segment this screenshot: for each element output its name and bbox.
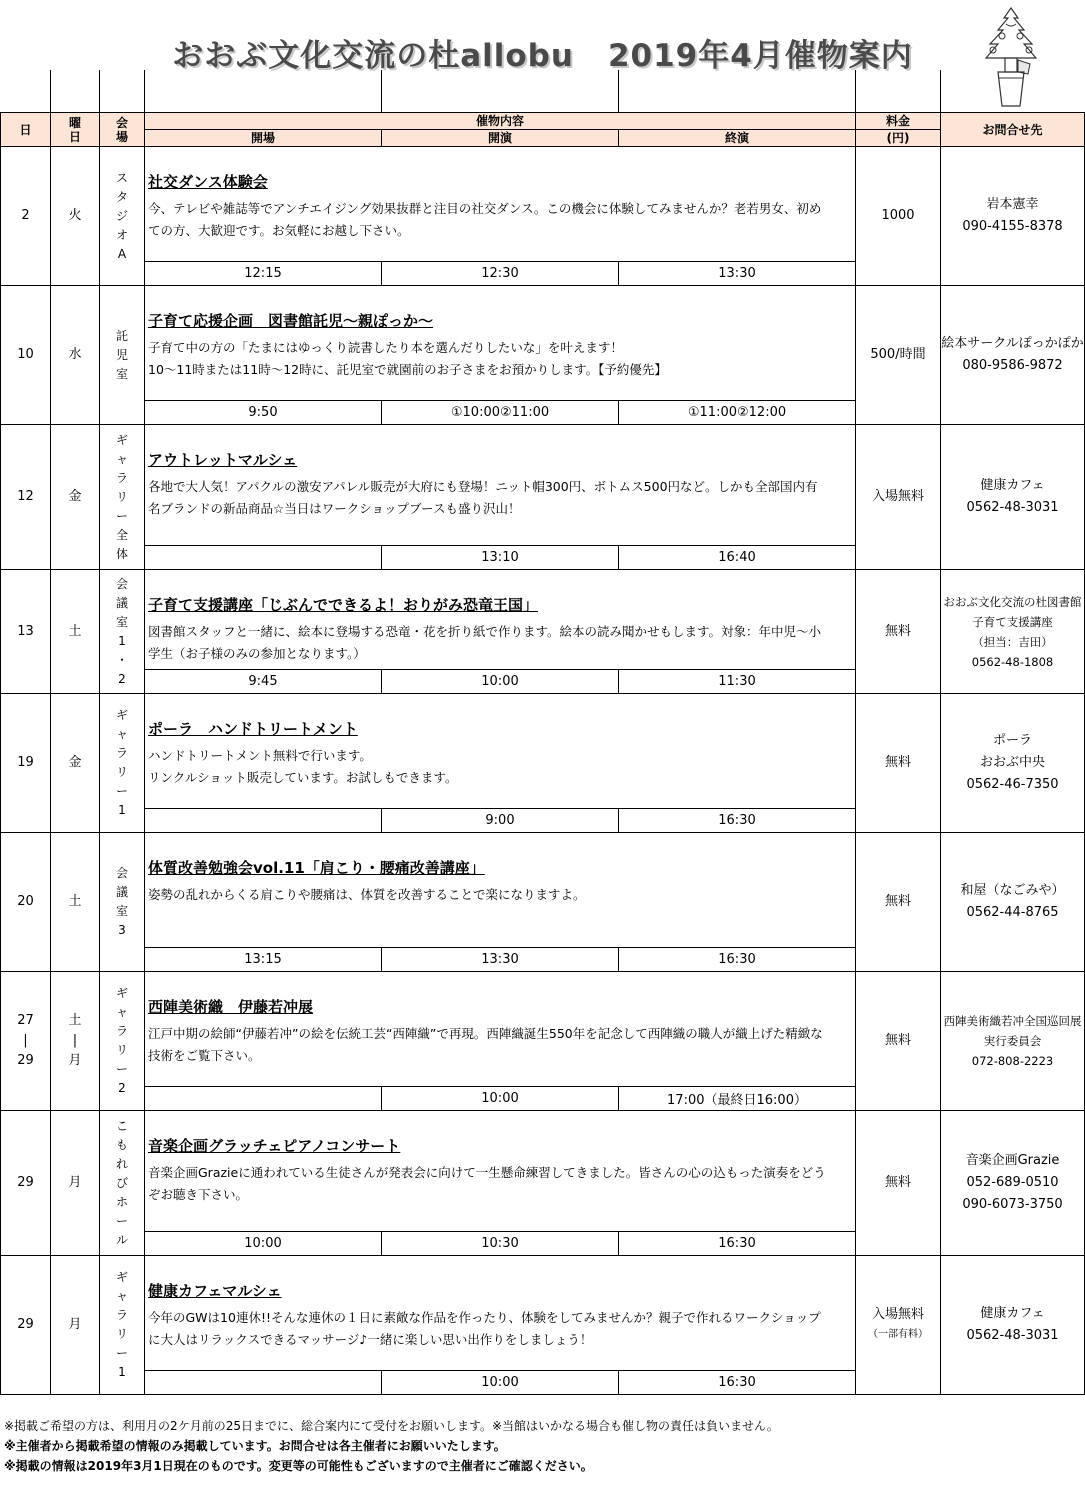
venue-char: ー xyxy=(115,1213,128,1228)
venue-char: リ xyxy=(115,489,128,504)
contact-line: 0562-44-8765 xyxy=(966,905,1059,920)
header-fee-unit: (円) xyxy=(856,130,941,147)
contact-line: 西陣美術織若冲全国巡回展 xyxy=(943,1014,1082,1028)
event-title: 音楽企画グラッチェピアノコンサート xyxy=(148,1137,401,1155)
fee-value: 無料 xyxy=(884,755,911,770)
event-weekday: 火 xyxy=(51,147,100,286)
venue-char: 会 xyxy=(115,866,128,880)
contact-line: 090-4155-8378 xyxy=(962,219,1063,234)
event-content xyxy=(145,833,856,948)
event-weekday: 土 xyxy=(51,570,100,694)
event-start-time: 10:00 xyxy=(382,1371,619,1395)
event-content xyxy=(145,570,856,670)
fee-value: 無料 xyxy=(884,894,911,909)
event-venue xyxy=(100,1111,145,1256)
event-weekday: 金 xyxy=(51,694,100,833)
header-open: 開場 xyxy=(145,130,382,147)
event-fee xyxy=(856,286,941,425)
header-fee: 料金 xyxy=(856,113,941,130)
event-table xyxy=(0,70,1085,1395)
venue-char: ャ xyxy=(115,727,128,741)
contact-line: 絵本サークルぽっかぽか xyxy=(941,336,1084,351)
event-open-time: 12:15 xyxy=(145,262,382,286)
fee-value: 無料 xyxy=(884,1033,911,1048)
description-line: 技術をご覧下さい。 xyxy=(148,1048,261,1063)
venue-char: こ xyxy=(115,1118,128,1133)
event-description xyxy=(148,1307,852,1351)
event-row xyxy=(1,972,1085,1087)
venue-char: ギ xyxy=(115,432,128,447)
fee-note: （一部有料） xyxy=(868,1329,928,1340)
description-line: 名ブランドの新品商品☆当日はワークショップブースも盛り沢山！ xyxy=(148,501,521,516)
event-open-time: 9:45 xyxy=(145,670,382,694)
event-start-time: 10:30 xyxy=(382,1232,619,1256)
venue-char: 会 xyxy=(115,576,128,591)
event-contact xyxy=(941,1256,1085,1395)
venue-char: リ xyxy=(115,1043,128,1057)
header-start: 開演 xyxy=(382,130,619,147)
event-start-time: 10:00 xyxy=(382,1087,619,1111)
venue-char: 室 xyxy=(115,904,128,918)
event-row xyxy=(1,1256,1085,1371)
event-venue xyxy=(100,425,145,570)
event-contact xyxy=(941,694,1085,833)
event-open-time: 9:50 xyxy=(145,401,382,425)
event-row xyxy=(1,694,1085,809)
description-line: 音楽企画Grazieに通われている生徒さんが発表会に向けて一生懸命練習してきました。皆さんの心の込もった演奏をどう xyxy=(148,1165,826,1180)
event-contact xyxy=(941,1111,1085,1256)
contact-line: 0562-48-3031 xyxy=(966,500,1059,515)
fee-value: 無料 xyxy=(884,1175,911,1190)
event-weekday: 月 xyxy=(51,1256,100,1395)
venue-char: ー xyxy=(115,784,128,798)
note-1: ※掲載ご希望の方は、利用月の2ケ月前の25日までに、総合案内にて受付をお願いします。※当館はいかなる場合も催し物の責任は負いません。 xyxy=(4,1419,779,1433)
venue-char: 1 xyxy=(118,803,126,817)
venue-char: 2 xyxy=(118,671,126,686)
event-title: 健康カフェマルシェ xyxy=(148,1282,282,1300)
venue-char: ス xyxy=(115,170,128,185)
event-row xyxy=(1,570,1085,670)
venue-char: ギ xyxy=(115,1270,128,1284)
event-open-time xyxy=(145,809,382,833)
header-spacer-row xyxy=(1,70,1085,113)
contact-line: 072-808-2223 xyxy=(971,1054,1054,1068)
description-line: ての方、大歓迎です。お気軽にお越し下さい。 xyxy=(148,223,410,238)
event-fee xyxy=(856,425,941,570)
contact-line: 実行委員会 xyxy=(983,1034,1042,1048)
contact-line: 0562-46-7350 xyxy=(966,777,1059,792)
event-row xyxy=(1,1111,1085,1232)
event-content xyxy=(145,972,856,1087)
event-row xyxy=(1,425,1085,546)
event-fee xyxy=(856,833,941,972)
contact-line: おおぶ中央 xyxy=(979,755,1045,770)
event-row xyxy=(1,833,1085,948)
event-contact xyxy=(941,833,1085,972)
event-start-time: 9:00 xyxy=(382,809,619,833)
event-description xyxy=(148,198,852,242)
event-open-time xyxy=(145,546,382,570)
event-end-time: 16:30 xyxy=(619,1232,856,1256)
venue-char: ラ xyxy=(115,1024,128,1038)
event-start-time: 13:30 xyxy=(382,948,619,972)
venue-char: ホ xyxy=(115,1194,128,1209)
description-line: 10～11時または11時～12時に、託児室で就園前のお子さまをお預かりします。【予約優先】 xyxy=(148,362,667,377)
event-fee xyxy=(856,1256,941,1395)
venue-char: ー xyxy=(115,508,128,523)
event-content xyxy=(145,694,856,809)
event-title: 子育て応援企画 図書館託児～親ぽっか～ xyxy=(148,312,434,330)
event-day: 12 xyxy=(1,425,51,570)
fee-value: 入場無料 xyxy=(871,1307,924,1322)
event-title: 子育て支援講座「じぶんでできるよ！おりがみ恐竜王国」 xyxy=(148,596,539,614)
description-line: ハンドトリートメント無料で行います。 xyxy=(148,748,372,763)
description-line: 江戸中期の絵師“伊藤若冲”の絵を伝統工芸“西陣織”で再現。西陣織誕生550年を記念して西陣織の職人が織上げた精緻な xyxy=(148,1026,823,1041)
event-contact xyxy=(941,570,1085,694)
description-line: 今年のGWは10連休!!そんな連休の１日に素敵な作品を作ったり、体験をしてみませんか？親子で作れるワークショップ xyxy=(148,1310,821,1325)
event-day: 10 xyxy=(1,286,51,425)
event-end-time: 16:40 xyxy=(619,546,856,570)
event-title: 社交ダンス体験会 xyxy=(148,173,268,191)
venue-char: 1 xyxy=(118,1365,126,1379)
venue-char: れ xyxy=(115,1156,128,1171)
event-title: 西陣美術織 伊藤若冲展 xyxy=(148,998,314,1016)
venue-char: ギ xyxy=(115,708,128,722)
header-day: 日 xyxy=(1,113,51,147)
event-venue xyxy=(100,286,145,425)
event-end-time: 16:30 xyxy=(619,948,856,972)
event-row xyxy=(1,147,1085,262)
venue-char: 1 xyxy=(118,633,126,648)
header-weekday: 曜 日 xyxy=(51,113,100,147)
event-content xyxy=(145,425,856,546)
event-description xyxy=(148,337,852,381)
venue-char: 体 xyxy=(115,546,128,561)
event-open-time xyxy=(145,1371,382,1395)
event-end-time: 17:00（最終日16:00） xyxy=(619,1087,856,1111)
event-end-time: 16:30 xyxy=(619,1371,856,1395)
note-2: ※主催者から掲載希望の情報のみ掲載しています。お問合せは各主催者にお願いいたします。 xyxy=(4,1439,506,1453)
venue-char: ・ xyxy=(115,652,128,667)
event-content xyxy=(145,147,856,262)
event-start-time: ①10:00②11:00 xyxy=(382,401,619,425)
event-description xyxy=(148,621,852,665)
event-venue xyxy=(100,570,145,694)
venue-char: 議 xyxy=(115,885,128,899)
venue-char: ー xyxy=(115,1346,128,1360)
venue-char: 児 xyxy=(115,347,128,362)
venue-char: ャ xyxy=(115,1289,128,1303)
venue-char: 室 xyxy=(115,614,128,629)
event-day: 2 xyxy=(1,147,51,286)
event-description xyxy=(148,745,852,789)
event-day: 20 xyxy=(1,833,51,972)
contact-line: 080-9586-9872 xyxy=(962,358,1063,373)
contact-line: 音楽企画Grazie xyxy=(965,1153,1060,1168)
event-fee xyxy=(856,972,941,1111)
event-venue xyxy=(100,972,145,1111)
description-line: リンクルショット販売しています。お試しもできます。 xyxy=(148,770,458,785)
contact-line: 090-6073-3750 xyxy=(962,1197,1063,1212)
fee-value: 1000 xyxy=(881,208,915,223)
event-day: 27 | 29 xyxy=(1,972,51,1111)
contact-line: 健康カフェ xyxy=(980,478,1045,493)
description-line: 子育て中の方の「たまにはゆっくり読書したり本を選んだりしたいな」を叶えます！ xyxy=(148,340,623,355)
footer-notes xyxy=(4,1416,779,1476)
header-end: 終演 xyxy=(619,130,856,147)
venue-char: タ xyxy=(115,189,128,204)
contact-line: 0562-48-3031 xyxy=(966,1328,1059,1343)
venue-char: オ xyxy=(115,227,128,242)
title-sub: 2019年4月催物案内 xyxy=(607,38,913,74)
event-weekday: 月 xyxy=(51,1111,100,1256)
event-end-time: ①11:00②12:00 xyxy=(619,401,856,425)
venue-char: 2 xyxy=(118,1081,126,1095)
contact-line: （担当：吉田） xyxy=(972,634,1053,649)
event-content xyxy=(145,1111,856,1232)
event-end-time: 11:30 xyxy=(619,670,856,694)
contact-line: ポーラ xyxy=(992,733,1032,748)
event-title: ポーラ ハンドトリートメント xyxy=(148,720,358,738)
description-line: 各地で大人気！アパクルの激安アパレル販売が大府にも登場！ニット帽300円、ボトムス500円など。しかも全部国内有 xyxy=(148,479,818,494)
event-content xyxy=(145,1256,856,1371)
contact-line: 052-689-0510 xyxy=(966,1175,1059,1190)
description-line: ぞお聴き下さい。 xyxy=(148,1187,249,1202)
header-venue: 会 場 xyxy=(100,113,145,147)
venue-char: ー xyxy=(115,1062,128,1076)
event-weekday: 土 | 月 xyxy=(51,972,100,1111)
event-row xyxy=(1,286,1085,401)
event-contact xyxy=(941,972,1085,1111)
venue-char: ラ xyxy=(115,746,128,760)
event-description xyxy=(148,1023,852,1067)
fee-value: 無料 xyxy=(884,623,911,639)
description-line: 姿勢の乱れからくる肩こりや腰痛は、体質を改善することで楽になりますよ。 xyxy=(148,887,586,902)
event-contact xyxy=(941,286,1085,425)
header-contact: お問合せ先 xyxy=(941,113,1085,147)
venue-char: ジ xyxy=(115,208,128,223)
venue-char: ル xyxy=(115,1232,128,1247)
contact-line: 0562-48-1808 xyxy=(971,654,1054,669)
contact-line: 健康カフェ xyxy=(980,1306,1045,1321)
event-venue xyxy=(100,694,145,833)
event-start-time: 12:30 xyxy=(382,262,619,286)
venue-char: リ xyxy=(115,1327,128,1341)
header-content: 催物内容 xyxy=(145,113,856,130)
event-day: 29 xyxy=(1,1111,51,1256)
venue-char: び xyxy=(115,1175,128,1190)
header-row-1 xyxy=(1,113,1085,130)
event-open-time xyxy=(145,1087,382,1111)
event-description xyxy=(148,476,852,520)
venue-char: ラ xyxy=(115,470,128,485)
venue-char: A xyxy=(117,246,127,261)
event-contact xyxy=(941,425,1085,570)
venue-char: ャ xyxy=(115,451,128,466)
contact-line: 子育て支援講座 xyxy=(972,614,1053,629)
event-contact xyxy=(941,147,1085,286)
event-title: アウトレットマルシェ xyxy=(148,451,298,469)
fee-value: 入場無料 xyxy=(871,489,924,504)
event-open-time: 13:15 xyxy=(145,948,382,972)
event-weekday: 金 xyxy=(51,425,100,570)
venue-char: ラ xyxy=(115,1308,128,1322)
event-description xyxy=(148,1162,852,1206)
venue-char: ギ xyxy=(115,986,128,1000)
venue-char: ャ xyxy=(115,1005,128,1019)
venue-char: リ xyxy=(115,765,128,779)
event-fee xyxy=(856,1111,941,1256)
event-end-time: 16:30 xyxy=(619,809,856,833)
description-line: 学生（お子様のみの参加となります。） xyxy=(148,646,366,661)
event-day: 19 xyxy=(1,694,51,833)
event-venue xyxy=(100,147,145,286)
contact-line: おおぶ文化交流の杜図書館 xyxy=(943,594,1082,609)
event-content xyxy=(145,286,856,401)
venue-char: 託 xyxy=(115,328,128,343)
description-line: 図書館スタッフと一緒に、絵本に登場する恐竜・花を折り紙で作ります。絵本の読み聞かせもします。対象：年中児～小 xyxy=(148,624,822,639)
venue-char: 3 xyxy=(118,923,126,937)
venue-char: 全 xyxy=(115,527,128,542)
event-start-time: 13:10 xyxy=(382,546,619,570)
event-title: 体質改善勉強会vol.11「肩こり・腰痛改善講座」 xyxy=(148,859,485,877)
event-venue xyxy=(100,833,145,972)
venue-char: も xyxy=(115,1137,128,1152)
page-title xyxy=(0,30,1085,75)
contact-line: 岩本憲幸 xyxy=(986,197,1039,212)
event-open-time: 10:00 xyxy=(145,1232,382,1256)
event-description xyxy=(148,884,852,906)
header-row-2 xyxy=(1,130,1085,147)
contact-line: 和屋（なごみや） xyxy=(960,883,1065,898)
venue-char: 議 xyxy=(115,595,128,610)
event-fee xyxy=(856,147,941,286)
event-day: 13 xyxy=(1,570,51,694)
event-start-time: 10:00 xyxy=(382,670,619,694)
event-fee xyxy=(856,570,941,694)
title-main: おおぶ文化交流の杜allobu xyxy=(172,38,574,74)
event-end-time: 13:30 xyxy=(619,262,856,286)
venue-char: 室 xyxy=(115,366,128,381)
event-weekday: 土 xyxy=(51,833,100,972)
description-line: 今、テレビや雑誌等でアンチエイジング効果抜群と注目の社交ダンス。この機会に体験してみませんか？老若男女、初め xyxy=(148,201,822,216)
fee-value: 500/時間 xyxy=(870,347,926,362)
note-3: ※掲載の情報は2019年3月1日現在のものです。変更等の可能性もございますので主催者にご確認ください。 xyxy=(4,1459,593,1473)
event-day: 29 xyxy=(1,1256,51,1395)
event-venue xyxy=(100,1256,145,1395)
description-line: に大人はリラックスできるマッサージ♪一緒に楽しい思い出作りをしましょう！ xyxy=(148,1332,593,1347)
event-weekday: 水 xyxy=(51,286,100,425)
event-fee xyxy=(856,694,941,833)
